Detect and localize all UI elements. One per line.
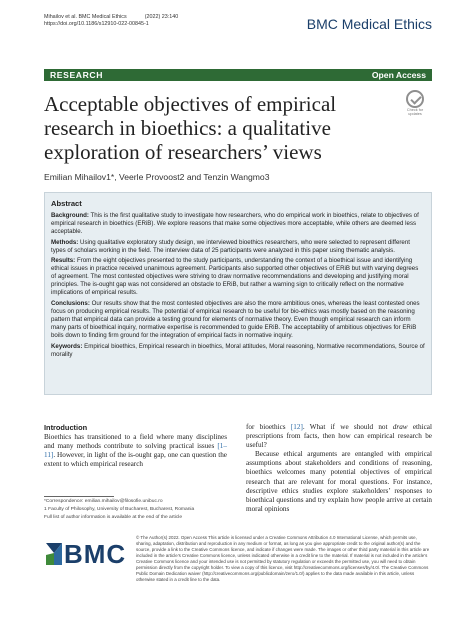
body-text: Bioethics has transitioned to a field where many disciplines and many methods contribute to solving practical issues [44,433,227,451]
check-updates-line2: updates [408,112,422,116]
body-text: . However, in light of the is-ought gap, one can question the extent to which empirical research [44,451,227,469]
footnotes [44,499,234,524]
journal-name: BMC Medical Ethics [306,16,432,32]
open-access-label: Open Access [371,70,426,80]
body-text: . What if we should not [302,423,393,431]
abstract-text: Using qualitative exploratory study design, we interviewed bioethics researchers, who were selected to represent different types of scholars working in the field. The interview data of 25 participants were analyzed in this paper using thematic analysis. [51,238,410,254]
article-title: Acceptable objectives of empirical research in bioethics: a qualitative exploration of researchers’ views [44,92,337,164]
body-column-left [44,433,227,469]
check-updates-line1: Check for [406,108,424,112]
abstract-background [51,212,425,236]
correspondence-note: *Correspondence: emilian.mihailov@filosofie.unibuc.ro [44,499,163,504]
abstract-keywords [51,343,425,359]
abstract-conclusions [51,300,425,340]
intro-paragraph [44,433,227,469]
intro-paragraph-continued [246,423,432,450]
bmc-logo-text: BMC [64,539,127,569]
introduction-heading: Introduction [44,423,88,432]
body-text: for bioethics [246,423,291,431]
article-type-band [44,69,432,81]
abstract-box [44,192,432,395]
abstract-label: Methods: [51,238,79,246]
abstract-label: Conclusions: [51,299,90,307]
affiliation-note: 1 Faculty of Philosophy, University of Bucharest, Bucharest, Romania [44,507,195,513]
citation-text: Mihailov et al. BMC Medical Ethics [44,14,127,20]
abstract-heading: Abstract [51,199,82,208]
body-column-right [246,423,432,514]
abstract-label: Results: [51,257,76,265]
running-header [44,14,178,28]
intro-paragraph-2: Because ethical arguments are entangled with empirical assumptions about stakeholders and conditions of reasoning, bioethics welcomes many potential objectives of empirical research that are relevant for moral questions. For instance, descriptive ethics studies explore stakeholders’ responses to bioethical questions and try explain how people arrive at certain moral opinions [246,450,432,513]
doi-link[interactable]: https://doi.org/10.1186/s12910-022-00845-1 [44,21,149,27]
abstract-label: Background: [51,212,89,219]
abstract-text: This is the first qualitative study to investigate how researchers, who do empirical work in bioethics, relate to objectives of empirical research in bioethics (ERiB). We explore reasons that make some objectives more acceptable, while others are deemed less acceptable. [51,212,419,236]
emphasis-text: draw [392,423,408,431]
year-volume: (2022) 23:140 [144,14,179,20]
check-for-updates-button[interactable] [404,90,426,116]
citation-link[interactable]: [1–11] [44,442,227,460]
license-text: © The Author(s) 2022. Open Access This article is licensed under a Creative Commons Attribution 4.0 International License, which permits use, sharing, adaptation, distribution and reproduction in any medium or format, as long as you give appropriate credit to the original author(s) and the source, provide a link to the Creative Commons licence, and indicate if changes were made. The images or other third party material in this article are included in the article’s Creative Commons licence, unless indicated otherwise in a credit line to the material. If material is not included in the article’s Creative Commons licence and your intended use is not permitted by statutory regulation or exceeds the permitted use, you will need to obtain permission directly from the copyright holder. To view a copy of this licence, visit http://creativecommons.org/licenses/by/4.0/. The Creative Commons Public Domain Dedication waiver (http://creativecommons.org/publicdomain/zero/1.0/) applies to the data made available in this article, unless otherwise stated in a credit line to the data. [136,535,430,582]
footnote-divider [44,496,114,497]
abstract-results [51,257,425,297]
author-list: Emilian Mihailov1*, Veerle Provoost2 and Tenzin Wangmo3 [44,172,270,182]
check-updates-icon [406,90,424,108]
abstract-text: From the eight objectives presented to the study participants, understanding the context of a bioethical issue and identifying ethical issues in practice received unanimous agreement. Participants also supported other objectives of ERiB but with varying degrees of agreement. The most contested objectives were striving to draw normative recommendations and developing and justifying moral principles. The is-ought gap was not considered an obstacle to ERiB, but rather a warning sign to critically reflect on the normative implications of empirical results. [51,257,419,297]
abstract-methods [51,239,425,255]
body-text: ethical prescriptions from facts, then how can empirical research be useful? [246,423,432,450]
author-info-note: Full list of author information is available at the end of the article [44,515,183,521]
abstract-text: Empirical bioethics, Empirical research in bioethics, Moral attitudes, Moral reasoning, Normative recommendations, Source of morality [51,342,425,358]
citation-link[interactable]: [12] [290,423,303,431]
abstract-label: Keywords: [51,342,83,350]
abstract-text: Our results show that the most contested objectives are also the more ambitious ones, whereas the least contested ones focus on producing empirical results. The potential of empirical research to be useful for bio-ethics was mostly based on the reasoning pattern that empirical data can provide a testing ground for elements of normative theory. Even though empirical research can inform many parts of bioethical inquiry, normative expertise is recommended to guide ERiB. The acceptability of ambitious objectives for ERiB boils down to finding firm ground for the integration of empirical facts in normative inquiry. [51,299,420,340]
article-type-label: RESEARCH [50,70,104,80]
